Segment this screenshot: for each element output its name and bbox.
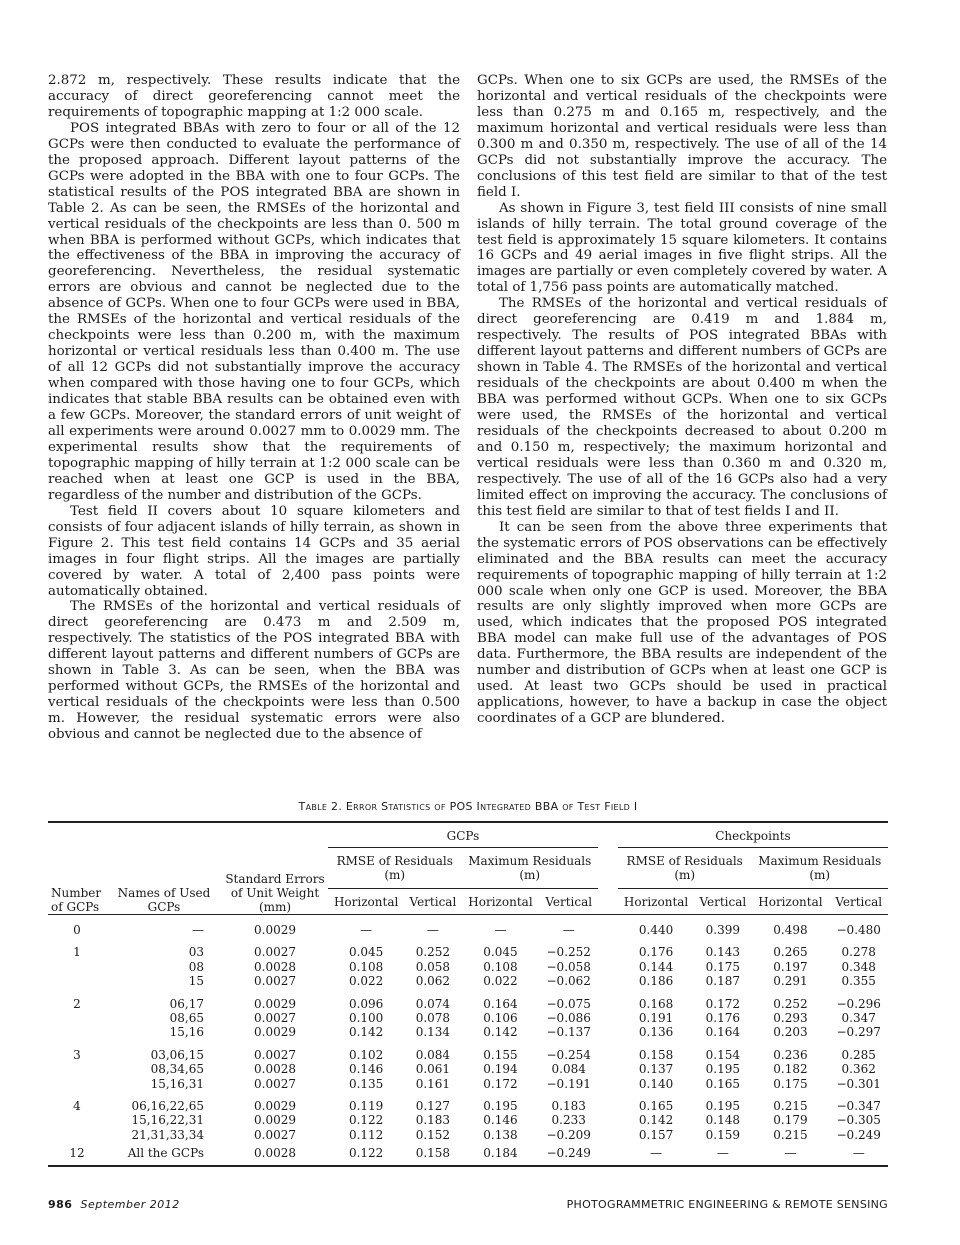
cell-checkpoint-residual: 0.172: [705, 996, 741, 1011]
cell-gcp-residual: 0.106: [483, 1011, 518, 1026]
cell-checkpoint-residual: 0.148: [705, 1113, 741, 1128]
cell-number-of-gcps: 0: [73, 923, 81, 937]
cell-checkpoint-residual: 0.182: [773, 1062, 808, 1077]
cell-checkpoint-residual: −0.347: [836, 1099, 881, 1114]
table-row: [48, 1128, 888, 1142]
cell-gcp-names: 08: [188, 959, 204, 974]
cell-gcp-residual: −0.209: [546, 1127, 591, 1142]
cell-gcp-residual: −0.075: [546, 996, 591, 1011]
cell-gcp-residual: 0.078: [415, 1011, 451, 1026]
table-caption: Table 2. Error Statistics of POS Integrated BBA of Test Field I: [298, 800, 638, 813]
cell-checkpoint-residual: −0.297: [836, 1025, 881, 1040]
cell-checkpoint-residual: −0.301: [836, 1076, 881, 1091]
cell-checkpoint-residual: 0.498: [773, 923, 808, 937]
cell-gcp-residual: 0.195: [483, 1099, 518, 1114]
cell-number-of-gcps: [48, 1128, 106, 1142]
cell-checkpoint-residual: 0.197: [773, 959, 808, 974]
table-row: [48, 960, 888, 974]
cell-checkpoint-residual: 0.176: [705, 1011, 741, 1026]
cell-gcp-residual: 0.164: [483, 996, 518, 1011]
cell-gcp-residual: 0.142: [483, 1025, 518, 1040]
cell-gcp-names: All the GCPs: [106, 1142, 222, 1165]
page-footer-left: [48, 1198, 180, 1211]
left-text-column: [48, 73, 460, 743]
cell-checkpoint-residual: −0.480: [836, 923, 881, 937]
cell-standard-error: 0.0027: [254, 1127, 296, 1142]
cell-checkpoint-residual: 0.143: [705, 945, 741, 960]
cell-gcp-residual: −0.191: [546, 1076, 591, 1091]
cell-checkpoint-residual: 0.285: [841, 1047, 876, 1062]
cell-gcp-residual: 0.161: [415, 1076, 451, 1091]
cell-checkpoint-residual: 0.191: [638, 1011, 674, 1026]
header-horizontal: Horizontal: [328, 889, 404, 915]
cell-standard-error: 0.0027: [254, 1011, 296, 1026]
cell-checkpoint-residual: 0.348: [841, 959, 876, 974]
header-checkpoint-rmse: RMSE of Residuals (m): [618, 848, 752, 889]
cell-gcp-residual: 0.134: [415, 1025, 451, 1040]
cell-gcp-residual: 0.096: [348, 996, 384, 1011]
cell-checkpoint-residual: 0.195: [705, 1062, 741, 1077]
cell-standard-error: 0.0027: [254, 974, 296, 989]
cell-gcp-residual: 0.194: [483, 1062, 518, 1077]
header-horizontal: Horizontal: [751, 889, 829, 915]
cell-gcp-residual: 0.058: [415, 959, 451, 974]
cell-checkpoint-residual: —: [829, 1142, 888, 1165]
cell-checkpoint-residual: 0.164: [705, 1025, 741, 1040]
cell-checkpoint-residual: 0.140: [638, 1076, 674, 1091]
cell-checkpoint-residual: 0.176: [638, 945, 674, 960]
cell-gcp-residual: 0.152: [415, 1127, 451, 1142]
cell-checkpoint-residual: 0.165: [638, 1099, 674, 1114]
table-row: [48, 915, 888, 937]
header-vertical: Vertical: [829, 889, 888, 915]
cell-checkpoint-residual: 0.186: [638, 974, 674, 989]
cell-gcp-residual: 0.127: [415, 1099, 451, 1114]
cell-checkpoint-residual: 0.215: [773, 1127, 808, 1142]
paragraph: As shown in Figure 3, test field III consists of nine small islands of hilly terrain. The total ground coverage of the test field is approximately 15 square kilometers. It contains 16 GCPs and 49 aerial images in five flight strips. All the images are partially or even completely covered by water. A total of 1,756 pass points are automatically matched.: [477, 200, 887, 296]
header-vertical: Vertical: [404, 889, 461, 915]
cell-number-of-gcps: [48, 960, 106, 974]
cell-checkpoint-residual: 0.157: [638, 1127, 674, 1142]
cell-checkpoint-residual: 0.355: [841, 974, 876, 989]
cell-gcp-residual: −0.058: [546, 959, 591, 974]
table-body: [48, 915, 888, 1166]
cell-checkpoint-residual: −0.249: [836, 1127, 881, 1142]
cell-standard-error: 0.0028: [254, 959, 296, 974]
cell-checkpoint-residual: 0.158: [638, 1047, 674, 1062]
cell-gcp-residual: 0.074: [415, 996, 451, 1011]
cell-checkpoint-residual: 0.236: [773, 1047, 808, 1062]
cell-gcp-residual: 0.062: [415, 974, 451, 989]
cell-number-of-gcps: 1: [73, 945, 81, 960]
cell-gcp-residual: 0.142: [348, 1025, 384, 1040]
table-row: [48, 989, 888, 1011]
cell-gcp-residual: 0.146: [483, 1113, 518, 1128]
cell-number-of-gcps: [48, 1077, 106, 1091]
header-gcp-rmse: RMSE of Residuals (m): [328, 848, 462, 889]
cell-checkpoint-residual: 0.175: [773, 1076, 808, 1091]
cell-gcp-residual: 0.108: [348, 959, 384, 974]
cell-gcp-residual: −0.254: [546, 1047, 591, 1062]
cell-number-of-gcps: [48, 1062, 106, 1076]
cell-checkpoint-residual: 0.399: [705, 923, 741, 937]
cell-checkpoint-residual: 0.440: [638, 923, 674, 937]
cell-checkpoint-residual: 0.154: [705, 1047, 741, 1062]
journal-name: PHOTOGRAMMETRIC ENGINEERING & REMOTE SENSING: [566, 1198, 888, 1211]
cell-checkpoint-residual: −0.305: [836, 1113, 881, 1128]
header-vertical: Vertical: [694, 889, 751, 915]
header-names-of-used-gcps: Names of Used GCPs: [117, 886, 211, 914]
header-horizontal: Horizontal: [462, 889, 540, 915]
header-standard-errors: Standard Errors of Unit Weight (mm): [225, 872, 325, 914]
cell-gcp-residual: 0.084: [415, 1047, 451, 1062]
paragraph: The RMSEs of the horizontal and vertical residuals of direct georeferencing are 0.419 m and 1.884 m, respectively. The results of POS integrated BBAs with different layout patterns and different numbers of GCPs are shown in Table 4. The RMSEs of the horizontal and vertical residuals of the checkpoints are about 0.400 m when the BBA was performed without GCPs. When one to six GCPs were used, the RMSEs of the horizontal and vertical residuals of the checkpoints decreased to about 0.200 m and 0.150 m, respectively; the maximum horizontal and vertical residuals were less than 0.360 m and 0.320 m, respectively. The use of all of the 16 GCPs also had a very limited effect on improving the accuracy. The conclusions of this test field are similar to that of test fields I and II.: [477, 296, 887, 519]
cell-gcp-residual: 0.100: [348, 1011, 384, 1026]
cell-checkpoint-residual: −0.296: [836, 996, 881, 1011]
cell-checkpoint-residual: 0.265: [773, 945, 808, 960]
cell-gcp-names: 08,34,65: [150, 1062, 204, 1077]
cell-standard-error: 0.0027: [254, 945, 296, 960]
paragraph: POS integrated BBAs with zero to four or all of the 12 GCPs were then conducted to evaluate the performance of the proposed approach. Different layout patterns of the GCPs were adopted in the BBA with one to four GCPs. The statistical results of the POS integrated BBA are shown in Table 2. As can be seen, the RMSEs of the horizontal and vertical residuals of the checkpoints are less than 0. 500 m when BBA is performed without GCPs, which indicates that the effectiveness of the BBA in improving the accuracy of georeferencing. Nevertheless, the residual systematic errors are obvious and cannot be neglected due to the absence of GCPs. When one to four GCPs were used in BBA, the RMSEs of the horizontal and vertical residuals of the checkpoints were less than 0.200 m, with the maximum horizontal or vertical residuals less than 0.400 m. The use of all 12 GCPs did not substantially improve the accuracy when compared with those having one to four GCPs, which indicates that stable BBA results can be obtained even with a few GCPs. Moreover, the standard errors of unit weight of all experiments were around 0.0027 mm to 0.0029 mm. The experimental results show that the requirements of topographic mapping of hilly terrain at 1:2 000 scale can be reached when at least one GCP is used in the BBA, regardless of the number and distribution of the GCPs.: [48, 120, 460, 503]
cell-checkpoint-residual: 0.293: [773, 1011, 808, 1026]
table-row: [48, 1025, 888, 1039]
cell-checkpoint-residual: 0.215: [773, 1099, 808, 1114]
cell-gcp-names: 15,16: [169, 1025, 204, 1040]
cell-standard-error: 0.0028: [222, 1142, 328, 1165]
cell-number-of-gcps: 2: [73, 996, 81, 1011]
cell-gcp-residual: 0.102: [348, 1047, 384, 1062]
cell-gcp-names: 03: [188, 945, 204, 960]
cell-gcp-residual: 0.122: [328, 1142, 404, 1165]
cell-standard-error: 0.0028: [254, 1062, 296, 1077]
header-number-of-gcps: Number of GCPs: [51, 886, 102, 914]
cell-gcp-residual: 0.233: [551, 1113, 586, 1128]
cell-checkpoint-residual: 0.252: [773, 996, 808, 1011]
cell-gcp-names: 15,16,22,31: [131, 1113, 204, 1128]
cell-gcp-residual: −0.086: [546, 1011, 591, 1026]
cell-number-of-gcps: 3: [73, 1047, 81, 1062]
cell-checkpoint-residual: 0.195: [705, 1099, 741, 1114]
cell-gcp-names: 03,06,15: [150, 1047, 204, 1062]
cell-gcp-residual: 0.084: [551, 1062, 586, 1077]
cell-gcp-residual: 0.184: [462, 1142, 540, 1165]
header-vertical: Vertical: [539, 889, 597, 915]
table-row: [48, 937, 888, 959]
cell-gcp-residual: −0.137: [546, 1025, 591, 1040]
cell-standard-error: 0.0029: [254, 923, 296, 937]
table-row: [48, 1011, 888, 1025]
page-number: 986: [48, 1198, 73, 1211]
cell-checkpoint-residual: 0.142: [638, 1113, 674, 1128]
cell-gcp-names: 15: [188, 974, 204, 989]
cell-number-of-gcps: [48, 1025, 106, 1039]
paragraph: The RMSEs of the horizontal and vertical residuals of direct georeferencing are 0.473 m and 2.509 m, respectively. The statistics of the POS integrated BBA with different layout patterns and different numbers of GCPs are shown in Table 3. As can be seen, when the BBA was performed without GCPs, the RMSEs of the horizontal and vertical residuals of the checkpoints were less than 0.500 m. However, the residual systematic errors were also obvious and cannot be neglected due to the absence of: [48, 599, 460, 743]
cell-checkpoint-residual: 0.136: [638, 1025, 674, 1040]
cell-gcp-residual: 0.022: [483, 974, 518, 989]
header-horizontal: Horizontal: [618, 889, 694, 915]
cell-gcp-residual: 0.112: [348, 1127, 384, 1142]
paragraph: It can be seen from the above three experiments that the systematic errors of POS observations can be effectively eliminated and the BBA results can meet the accuracy requirements of topographic mapping of hilly terrain at 1:2 000 scale when only one GCP is used. Moreover, the BBA results are only slightly improved when more GCPs are used, which indicates that the proposed POS integrated BBA model can make full use of the advantages of POS data. Furthermore, the BBA results are independent of the number and distribution of GCPs when at least one GCP is used. At least two GCPs should be used in practical applications, however, to have a backup in case the object coordinates of a GCP are blundered.: [477, 519, 887, 727]
cell-number-of-gcps: [48, 1011, 106, 1025]
cell-gcp-names: 06,17: [169, 996, 204, 1011]
cell-gcp-residual: −0.249: [539, 1142, 597, 1165]
table-row: [48, 1077, 888, 1091]
cell-standard-error: 0.0029: [254, 1113, 296, 1128]
cell-gcp-residual: 0.172: [483, 1076, 518, 1091]
cell-gcp-names: 08,65: [169, 1011, 204, 1026]
cell-standard-error: 0.0027: [254, 1076, 296, 1091]
cell-number-of-gcps: [48, 974, 106, 988]
cell-number-of-gcps: 12: [48, 1142, 106, 1165]
cell-checkpoint-residual: 0.144: [638, 959, 674, 974]
cell-number-of-gcps: 4: [73, 1099, 81, 1114]
cell-gcp-residual: —: [562, 923, 575, 937]
error-statistics-table: [48, 821, 888, 1167]
cell-checkpoint-residual: —: [694, 1142, 751, 1165]
cell-gcp-residual: 0.061: [415, 1062, 451, 1077]
cell-gcp-residual: 0.158: [404, 1142, 461, 1165]
cell-checkpoint-residual: 0.165: [705, 1076, 741, 1091]
cell-checkpoint-residual: 0.362: [841, 1062, 876, 1077]
cell-gcp-residual: 0.045: [348, 945, 384, 960]
cell-gcp-residual: —: [494, 923, 507, 937]
cell-gcp-residual: 0.146: [348, 1062, 384, 1077]
cell-checkpoint-residual: 0.347: [841, 1011, 876, 1026]
paragraph: Test field II covers about 10 square kilometers and consists of four adjacent islands of hilly terrain, as shown in Figure 2. This test field contains 14 GCPs and 35 aerial images in four flight strips. All the images are partially covered by water. A total of 2,400 pass points were automatically obtained.: [48, 503, 460, 599]
table-row: [48, 1062, 888, 1076]
table-row: [48, 1142, 888, 1165]
cell-checkpoint-residual: 0.291: [773, 974, 808, 989]
cell-checkpoint-residual: 0.137: [638, 1062, 674, 1077]
cell-gcp-residual: 0.108: [483, 959, 518, 974]
paragraph: 2.872 m, respectively. These results indicate that the accuracy of direct georeferencing cannot meet the requirements of topographic mapping at 1:2 000 scale.: [48, 73, 460, 120]
header-group-gcps: GCPs: [328, 822, 598, 848]
cell-gcp-residual: 0.252: [415, 945, 451, 960]
cell-gcp-names: —: [192, 923, 204, 937]
cell-gcp-residual: −0.062: [546, 974, 591, 989]
cell-checkpoint-residual: 0.159: [705, 1127, 741, 1142]
cell-gcp-residual: 0.045: [483, 945, 518, 960]
cell-gcp-residual: 0.122: [348, 1113, 384, 1128]
cell-number-of-gcps: [48, 1113, 106, 1127]
header-gcp-max: Maximum Residuals (m): [462, 848, 598, 889]
right-text-column: [477, 73, 887, 727]
cell-checkpoint-residual: 0.278: [841, 945, 876, 960]
cell-gcp-residual: —: [426, 923, 439, 937]
cell-gcp-residual: —: [360, 923, 373, 937]
header-group-checkpoints: Checkpoints: [618, 822, 888, 848]
paragraph: GCPs. When one to six GCPs are used, the RMSEs of the horizontal and vertical residuals of the checkpoints were less than 0.275 m and 0.165 m, respectively, and the maximum horizontal and vertical residuals were less than 0.300 m and 0.350 m, respectively. The use of all of the 14 GCPs did not substantially improve the accuracy. The conclusions of this test field are similar to that of the test field I.: [477, 73, 887, 200]
cell-gcp-residual: 0.183: [415, 1113, 451, 1128]
cell-gcp-residual: −0.252: [546, 945, 591, 960]
header-checkpoint-max: Maximum Residuals (m): [751, 848, 888, 889]
cell-checkpoint-residual: —: [751, 1142, 829, 1165]
cell-checkpoint-residual: 0.179: [773, 1113, 808, 1128]
cell-gcp-names: 06,16,22,65: [131, 1099, 204, 1114]
cell-standard-error: 0.0029: [254, 996, 296, 1011]
table-row: [48, 1113, 888, 1127]
cell-gcp-residual: 0.119: [348, 1099, 384, 1114]
cell-gcp-residual: 0.022: [348, 974, 384, 989]
cell-standard-error: 0.0029: [254, 1025, 296, 1040]
cell-gcp-residual: 0.138: [483, 1127, 518, 1142]
cell-gcp-residual: 0.183: [551, 1099, 586, 1114]
cell-standard-error: 0.0027: [254, 1047, 296, 1062]
table-row: [48, 974, 888, 988]
issue-date: September 2012: [80, 1198, 180, 1211]
cell-checkpoint-residual: 0.168: [638, 996, 674, 1011]
table-row: [48, 1040, 888, 1062]
cell-gcp-residual: 0.155: [483, 1047, 518, 1062]
cell-checkpoint-residual: 0.203: [773, 1025, 808, 1040]
cell-checkpoint-residual: 0.175: [705, 959, 741, 974]
cell-checkpoint-residual: 0.187: [705, 974, 741, 989]
cell-gcp-names: 21,31,33,34: [131, 1127, 204, 1142]
cell-standard-error: 0.0029: [254, 1099, 296, 1114]
cell-gcp-residual: 0.135: [348, 1076, 384, 1091]
cell-checkpoint-residual: —: [618, 1142, 694, 1165]
table-row: [48, 1091, 888, 1113]
cell-gcp-names: 15,16,31: [150, 1076, 204, 1091]
